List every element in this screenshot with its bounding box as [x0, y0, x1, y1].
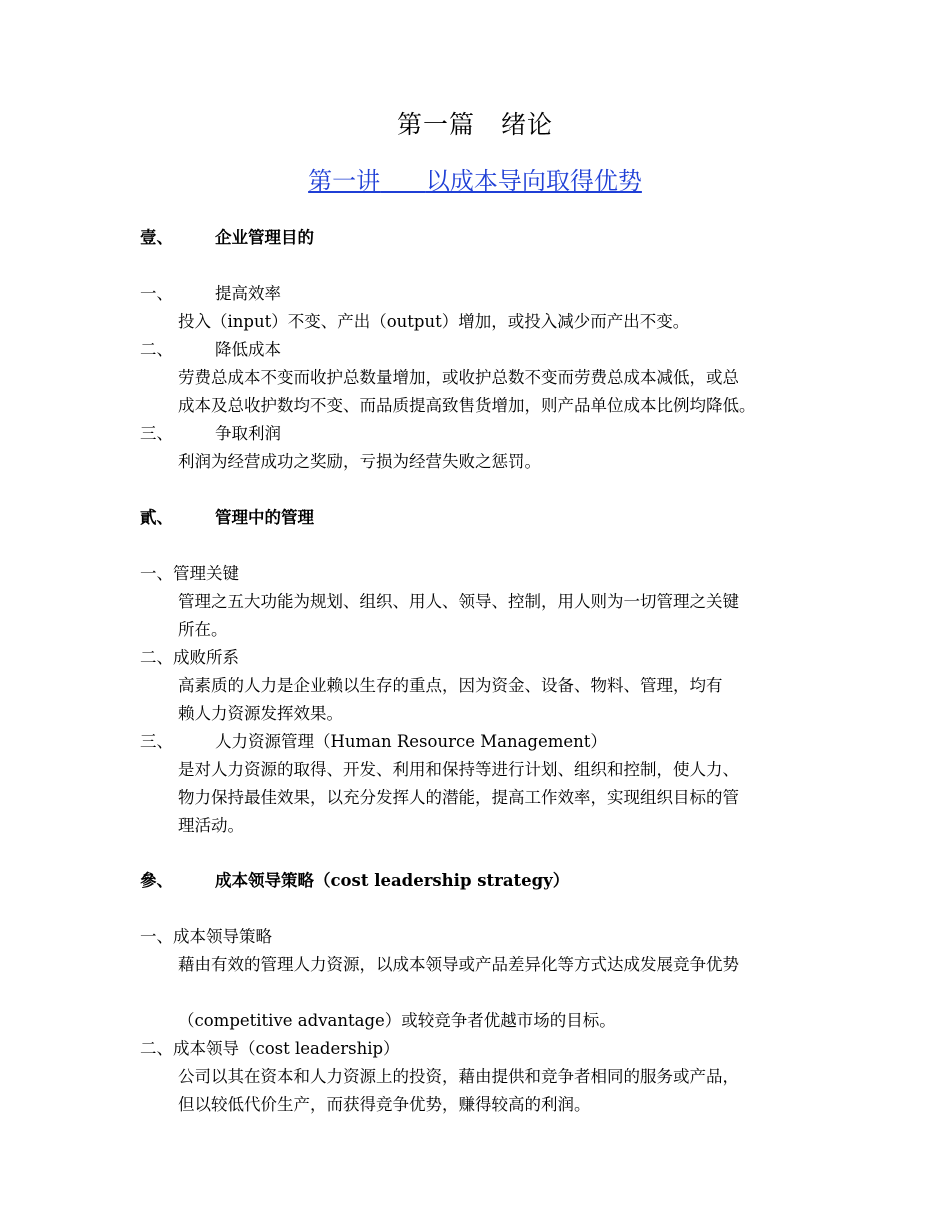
- item-number: 一、: [140, 564, 173, 583]
- section-number: 參、: [140, 871, 173, 890]
- item-title: 提高效率: [215, 284, 281, 303]
- item-heading: [140, 420, 281, 448]
- item-title: 人力资源管理（Human Resource Management）: [215, 732, 607, 751]
- section-heading: [140, 224, 314, 252]
- item-body-line: 公司以其在资本和人力资源上的投资，藉由提供和竞争者相同的服务或产品，: [178, 1067, 739, 1086]
- item-body-line: 高素质的人力是企业赖以生存的重点，因为资金、设备、物料、管理，均有: [178, 676, 723, 695]
- item-heading: [140, 280, 281, 308]
- item-number: 三、: [140, 424, 173, 443]
- item-body-line: 投入（input）不变、产出（output）增加，或投入减少而产出不变。: [178, 312, 690, 331]
- item-number: 二、: [140, 1039, 173, 1058]
- item-number: 一、: [140, 927, 173, 946]
- section-title: 企业管理目的: [215, 228, 314, 247]
- item-heading: [140, 923, 272, 951]
- item-heading: [140, 644, 239, 672]
- item-body-line: 但以较低代价生产，而获得竞争优势，赚得较高的利润。: [178, 1095, 591, 1114]
- item-title: 争取利润: [215, 424, 281, 443]
- item-body-line: （competitive advantage）或较竞争者优越市场的目标。: [178, 1011, 616, 1030]
- section-title: 管理中的管理: [215, 508, 314, 527]
- item-body-line: 利润为经营成功之奖励，亏损为经营失败之惩罚。: [178, 452, 541, 471]
- lecture-title-link[interactable]: [0, 164, 950, 198]
- item-number: 二、: [140, 648, 173, 667]
- item-body-line: 藉由有效的管理人力资源，以成本领导或产品差异化等方式达成发展竞争优势: [178, 955, 739, 974]
- section-heading: [140, 504, 314, 532]
- section-title: 成本领导策略（cost leadership strategy）: [215, 871, 570, 890]
- item-title: 成本领导（cost leadership）: [173, 1039, 400, 1058]
- item-heading: [140, 1035, 400, 1063]
- item-number: 一、: [140, 284, 173, 303]
- lecture-title-text[interactable]: 以成本导向取得优势: [425, 167, 642, 195]
- part-title: 第一篇 绪论: [396, 110, 553, 139]
- section-number: 壹、: [140, 228, 173, 247]
- item-title: 管理关键: [173, 564, 239, 583]
- item-title: 成本领导策略: [173, 927, 272, 946]
- item-title: 降低成本: [215, 340, 281, 359]
- item-number: 三、: [140, 732, 173, 751]
- item-body-line: 成本及总收护数均不变、而品质提高致售货增加，则产品单位成本比例均降低。: [178, 396, 756, 415]
- item-body-line: 赖人力资源发挥效果。: [178, 704, 343, 723]
- lecture-number[interactable]: 第一讲: [308, 167, 381, 195]
- item-number: 二、: [140, 340, 173, 359]
- item-body-line: 管理之五大功能为规划、组织、用人、领导、控制，用人则为一切管理之关键: [178, 592, 739, 611]
- item-body-line: 劳费总成本不变而收护总数量增加，或收护总数不变而劳费总成本减低，或总: [178, 368, 739, 387]
- item-heading: [140, 560, 239, 588]
- item-heading: [140, 336, 281, 364]
- section-heading: [140, 867, 569, 895]
- section-number: 貳、: [140, 508, 173, 527]
- item-body-line: 所在。: [178, 620, 228, 639]
- item-body-line: 是对人力资源的取得、开发、利用和保持等进行计划、组织和控制，使人力、: [178, 760, 739, 779]
- item-heading: [140, 728, 607, 756]
- item-title: 成败所系: [173, 648, 239, 667]
- item-body-line: 物力保持最佳效果，以充分发挥人的潜能，提高工作效率，实现组织目标的管: [178, 788, 739, 807]
- item-body-line: 理活动。: [178, 816, 244, 835]
